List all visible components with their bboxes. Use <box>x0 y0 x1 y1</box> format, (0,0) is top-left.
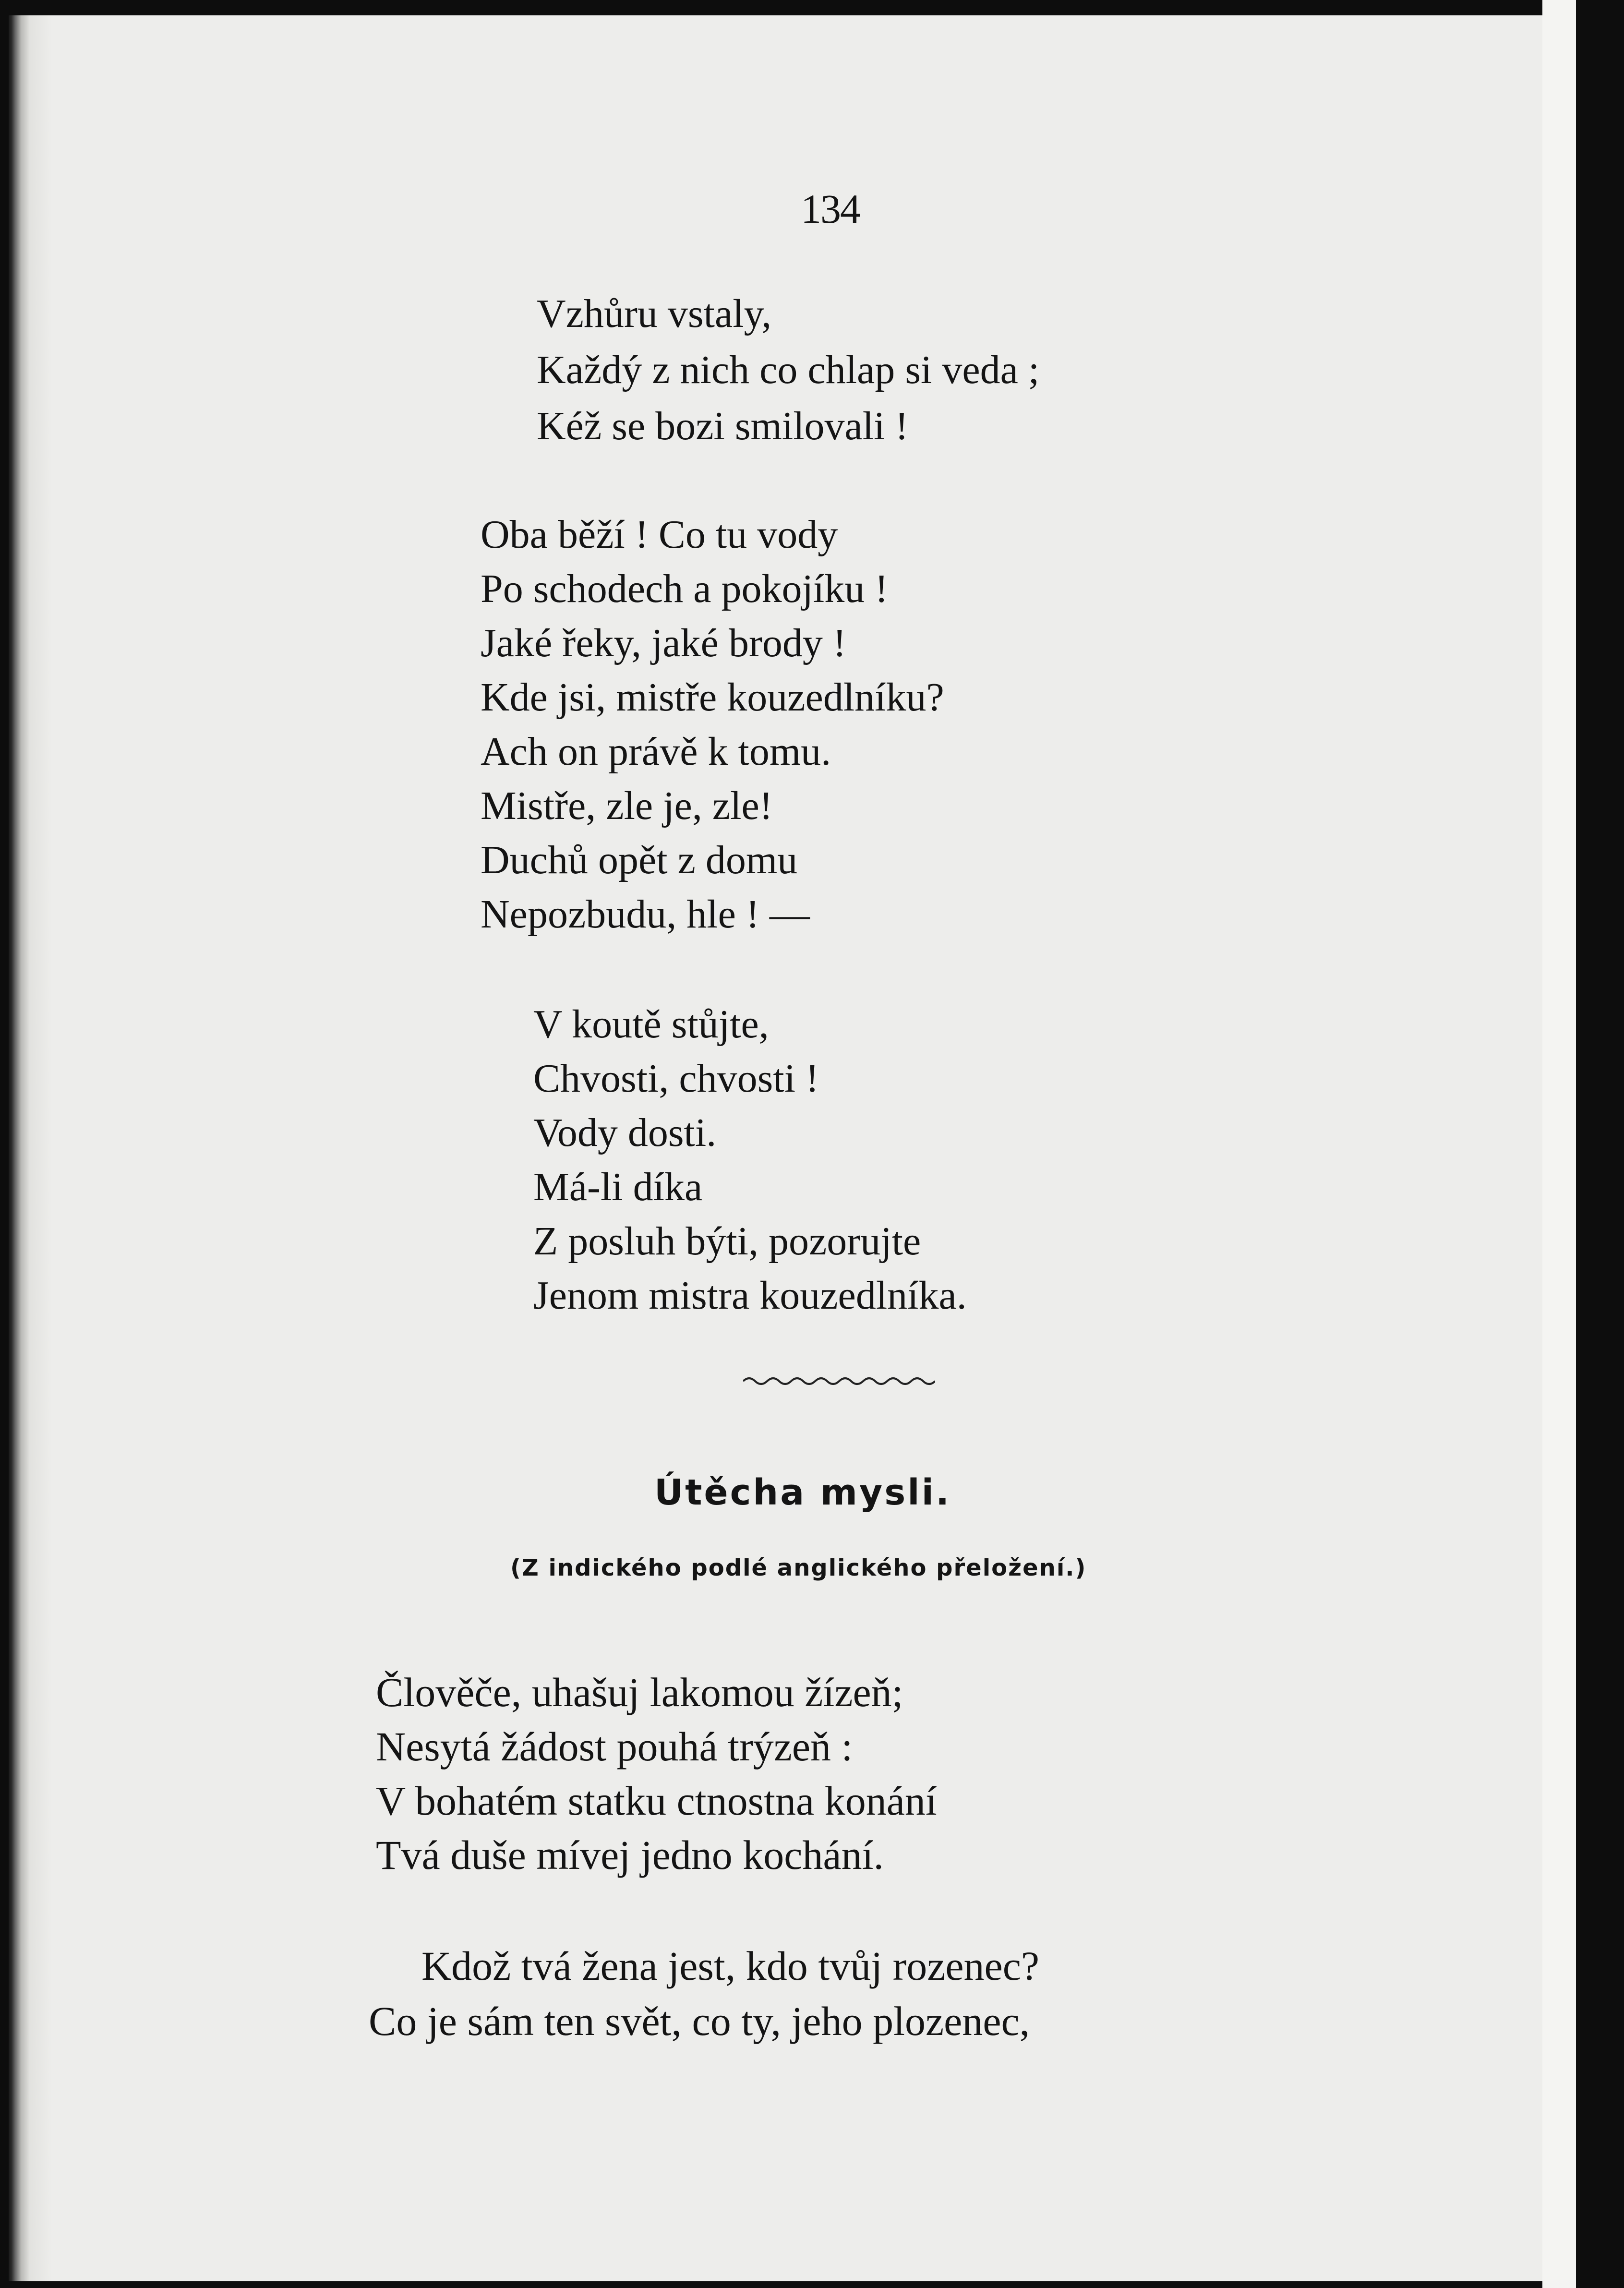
verse-line: Mistře, zle je, zle! <box>481 783 773 828</box>
adjacent-page-edge <box>1542 0 1576 2288</box>
verse-line: Každý z nich co chlap si veda ; <box>537 348 1040 392</box>
verse-line: V bohatém statku ctnostna konání <box>376 1778 937 1824</box>
book-page <box>9 15 1542 2281</box>
verse-line: Kde jsi, mistře kouzedlníku? <box>481 675 944 720</box>
verse-line: Z posluh býti, pozorujte <box>533 1219 921 1264</box>
verse-line: Chvosti, chvosti ! <box>533 1056 819 1101</box>
poem-title: Útěcha mysli. <box>654 1472 951 1513</box>
verse-line: Duchů opět z domu <box>481 838 798 882</box>
verse-line: Tvá duše mívej jedno kochání. <box>376 1832 884 1878</box>
verse-line: Kdož tvá žena jest, kdo tvůj rozenec? <box>421 1943 1040 1989</box>
verse-line: V koutě stůjte, <box>533 1002 769 1047</box>
verse-line: Nesytá žádost pouhá trýzeň : <box>376 1723 853 1770</box>
wavy-separator-ornament <box>743 1374 935 1388</box>
verse-line: Co je sám ten svět, co ty, jeho plozenec, <box>369 1998 1030 2044</box>
verse-line: Ach on právě k tomu. <box>481 729 831 774</box>
verse-line: Má-li díka <box>533 1165 703 1209</box>
page-binding-edge <box>9 15 52 2281</box>
verse-line: Nepozbudu, hle ! — <box>481 892 810 937</box>
page-number: 134 <box>801 186 860 232</box>
verse-line: Oba běží ! Co tu vody <box>481 512 838 557</box>
verse-line: Člověče, uhašuj lakomou žízeň; <box>376 1669 903 1715</box>
verse-line: Jaké řeky, jaké brody ! <box>481 621 846 665</box>
verse-line: Vzhůru vstaly, <box>537 291 772 336</box>
verse-line: Kéž se bozi smilovali ! <box>537 404 909 448</box>
verse-line: Po schodech a pokojíku ! <box>481 566 889 611</box>
poem-subtitle: (Z indického podlé anglického přeložení.) <box>510 1554 1087 1581</box>
verse-line: Jenom mistra kouzedlníka. <box>533 1273 967 1318</box>
verse-line: Vody dosti. <box>533 1110 717 1155</box>
